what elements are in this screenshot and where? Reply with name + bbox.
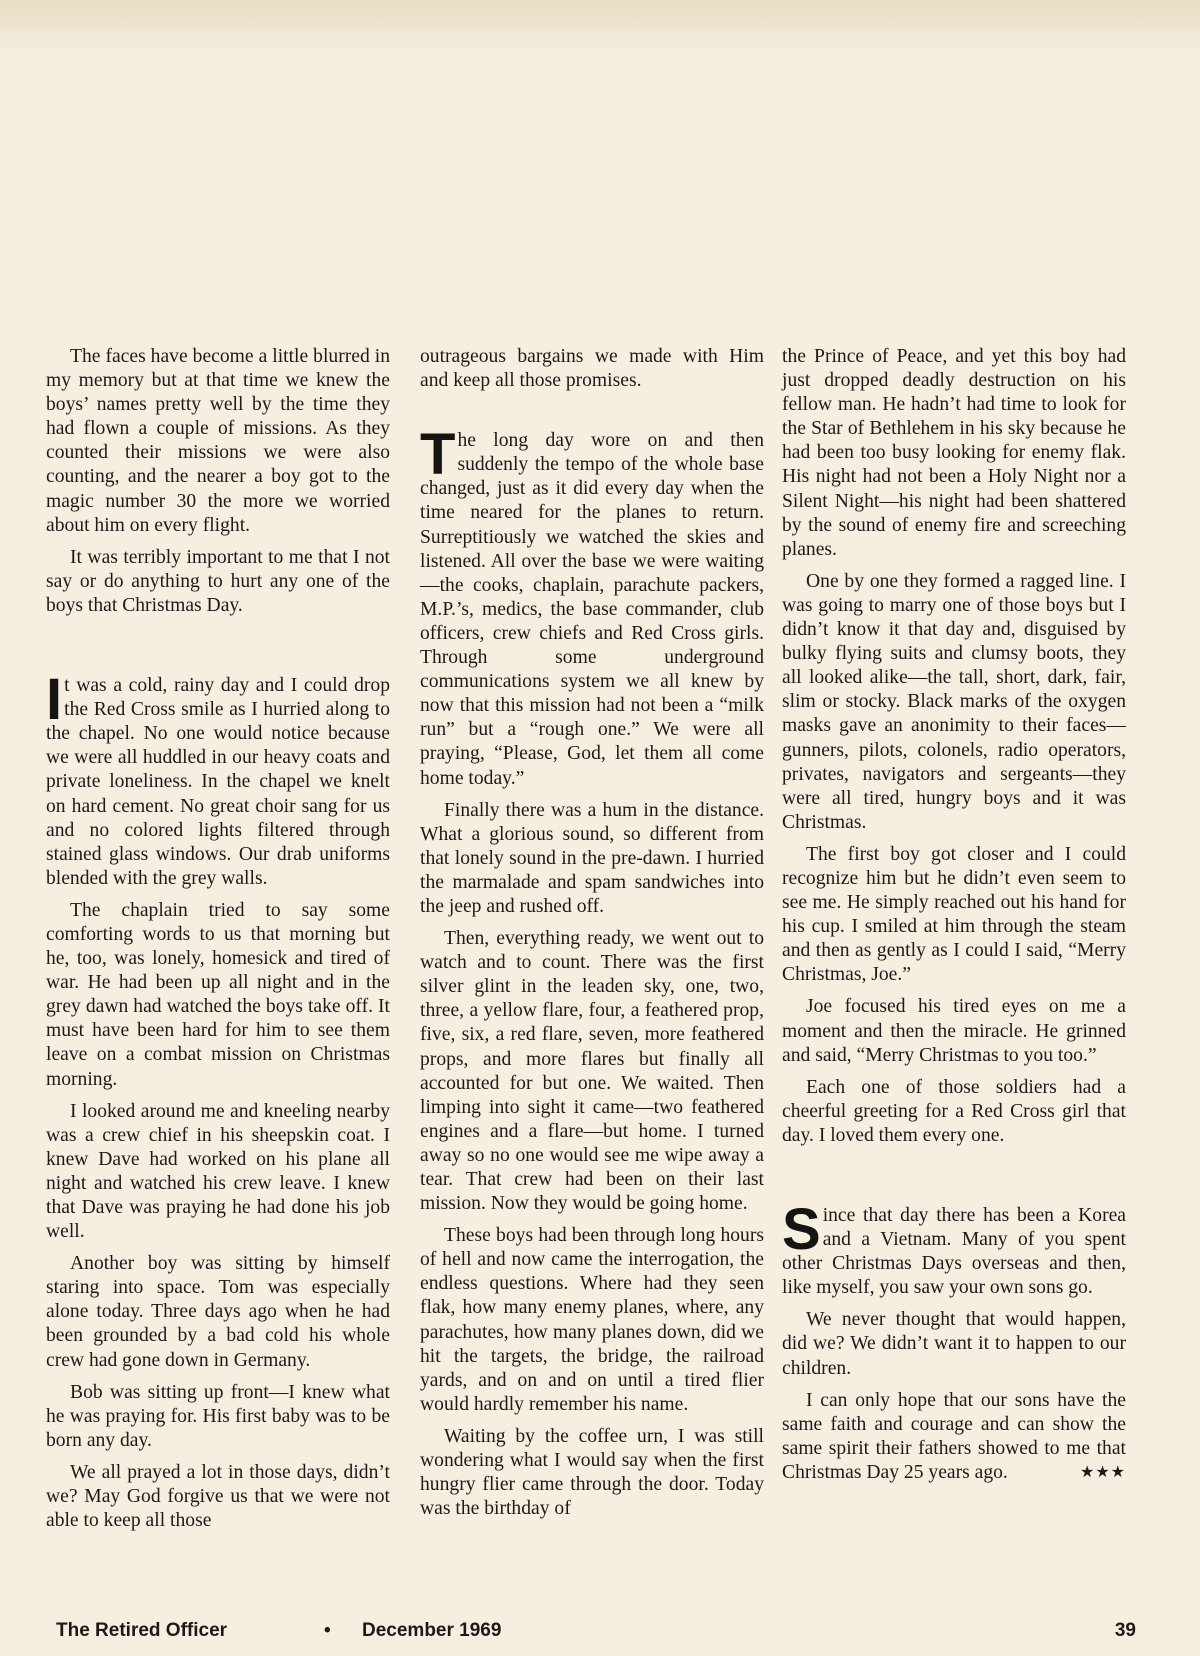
section-paragraph: [46, 667, 390, 891]
magazine-title: The Retired Officer: [56, 1620, 228, 1641]
page-footer: [56, 1620, 1136, 1646]
paragraph: Then, everything ready, we went out to watch and to count. There was the first silver glint in the leaden sky, one, two, three, a yellow flare, four, a feathered prop, five, six, a red flare, seven, more feathered props, and more flares but finally all accounted for but one. We waited. Then limping into sight it came—two feathered engines and a flare—but home. I turned away so no one would see me wipe away a tear. That crew had been on their last mission. Now they would be going home.: [420, 928, 764, 1215]
drop-cap: S: [782, 1197, 821, 1262]
paragraph: Finally there was a hum in the distance. What a glorious sound, so different from that lonely sound in the pre-dawn. I hurried the marmalade and spam sandwiches into the jeep and rushed off.: [420, 799, 764, 917]
paragraph: outrageous bargains we made with Him and keep all those promises.: [420, 346, 764, 392]
paragraph: These boys had been through long hours of hell and now came the interrogation, the endless questions. Where had they seen flak, how many enemy planes, where, any parachutes, how many planes down, did we hit the targets, the bridge, the railroad yards, and on and on until a tired flier would hardly remember his name.: [420, 1225, 764, 1415]
footer-separator: •: [324, 1620, 331, 1641]
final-paragraph: [782, 1389, 1126, 1485]
paragraph: Bob was sitting up front—I knew what he was praying for. His first baby was to be born any day.: [46, 1381, 390, 1451]
paragraph: The chaplain tried to say some comforting words to us that morning but he, too, was lonely, homesick and tired of war. He had been up all night and in the grey dawn had watched the boys take off. It must have been hard for him to see them leave on a combat mission on Christmas morning.: [46, 899, 390, 1090]
paragraph: We never thought that would happen, did we? We didn’t want it to happen to our children.: [782, 1309, 1126, 1379]
paragraph: The faces have become a little blurred in my memory but at that time we knew the boys’ names pretty well by the time they had flown a couple of missions. As they counted their missions we were also counting, and the nearer a boy got to the magic number 30 the more we worried about him on every flight.: [46, 346, 390, 536]
paragraph: Waiting by the coffee urn, I was still wondering what I would say when the first hungry flier came through the door. Today was the birthday of: [420, 1425, 764, 1520]
end-mark-stars: ★★★: [1079, 1463, 1126, 1481]
section-paragraph: [420, 422, 764, 790]
paragraph-text: t was a cold, rainy day and I could drop the Red Cross smile as I hurried along to the chapel. No one would notice because we were all huddled in our heavy coats and private loneliness. In the chapel we knelt on hard cement. No great choir sang for us and no colored lights filtered through stained glass windows. Our drab uniforms blended with the grey walls.: [46, 675, 390, 889]
page-number: 39: [1114, 1620, 1136, 1641]
paragraph: Another boy was sitting by himself staring into space. Tom was especially alone today. Three days ago when he had been grounded by a bad cold his whole crew had gone down in Germany.: [46, 1253, 390, 1371]
page-top-shading: [0, 0, 1200, 60]
paragraph: the Prince of Peace, and yet this boy had just dropped deadly destruction on his fellow man. He hadn’t had time to look for the Star of Bethlehem in his sky because he had been too busy looking for enemy flak. His night had not been a Holy Night nor a Silent Night—his night had been shattered by the sound of enemy fire and screeching planes.: [782, 346, 1126, 560]
paragraph: The first boy got closer and I could recognize him but he didn’t even seem to see me. He simply reached out his hand for his cup. I smiled at him through the steam and then as gently as I could I said, “Merry Christmas, Joe.”: [782, 843, 1126, 986]
paragraph: Each one of those soldiers had a cheerful greeting for a Red Cross girl that day. I loved them every one.: [782, 1076, 1126, 1146]
paragraph: We all prayed a lot in those days, didn’t we? May God forgive us that we were not able to keep all those: [46, 1461, 390, 1532]
drop-cap: I: [46, 667, 63, 733]
paragraph: One by one they formed a ragged line. I was going to marry one of those boys but I didn’t know it that day and, disguised by bulky flying suits and clumsy boots, they all looked alike—the tall, short, dark, fair, slim or stocky. Black marks of the oxygen masks gave an anonimity to their faces—gunners, pilots, colonels, radio operators, privates, navigators and sergeants—they were all tired, hungry boys and it was Christmas.: [782, 570, 1126, 833]
article-column-1: [46, 345, 390, 1541]
issue-date: December 1969: [362, 1620, 502, 1641]
paragraph: Joe focused his tired eyes on me a moment and then the miracle. He grinned and said, “Merry Christmas to you too.”: [782, 996, 1126, 1066]
article-column-2: [420, 345, 764, 1529]
paragraph-text: ince that day there has been a Korea and a Vietnam. Many of you spent other Christmas Days overseas and then, like myself, you saw your own sons go.: [782, 1205, 1126, 1299]
paragraph: It was terribly important to me that I not say or do anything to hurt any one of the boys that Christmas Day.: [46, 546, 390, 616]
paragraph-text: I can only hope that our sons have the same faith and courage and can show the same spirit their fathers showed to me that Christmas Day 25 years ago.: [782, 1389, 1126, 1483]
article-column-3: [782, 345, 1126, 1493]
paragraph: I looked around me and kneeling nearby was a crew chief in his sheepskin coat. I knew Dave had worked on his plane all night and watched his crew leave. I knew that Dave was praying he had done his job well.: [46, 1100, 390, 1243]
drop-cap: T: [420, 422, 456, 488]
paragraph-text: he long day wore on and then suddenly the tempo of the whole base changed, just as it did every day when the time neared for the planes to return. Surreptitiously we watched the skies and listened. All over the base we were waiting—the cooks, chaplain, parachute packers, M.P.’s, medics, the base commander, club officers, crew chiefs and Red Cross girls. Through some underground communications system we all knew by now that this mission had not been a “milk run” but a “rough one.” We were all praying, “Please, God, let them all come home today.”: [420, 430, 764, 789]
section-paragraph: [782, 1197, 1126, 1300]
